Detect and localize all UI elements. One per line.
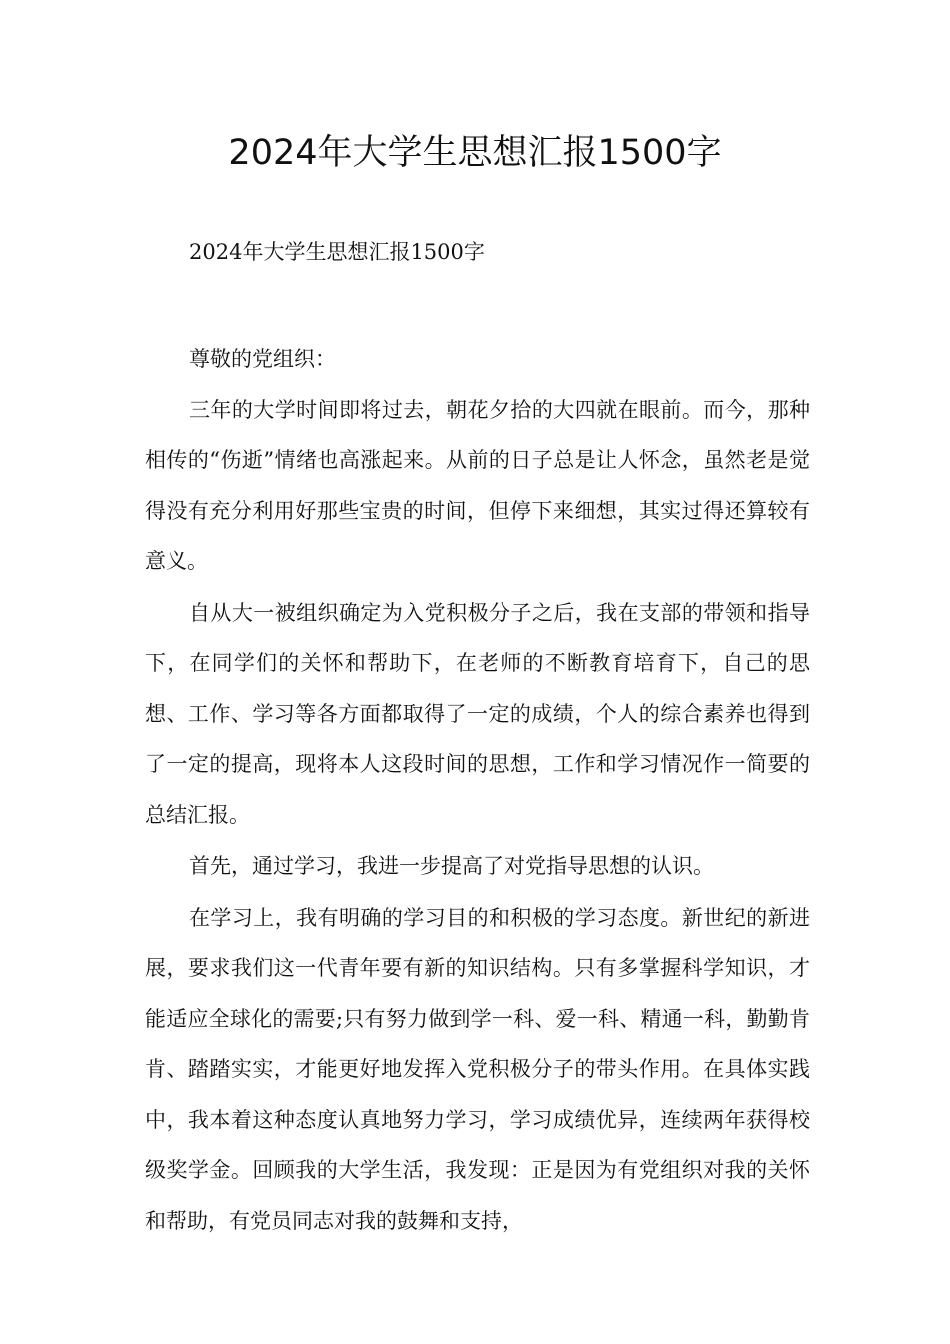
document-title: 2024年大学生思想汇报1500字: [228, 133, 722, 173]
paragraph: 自从大一被组织确定为入党积极分子之后，我在支部的带领和指导下，在同学们的关怀和帮助下，在老师的不断教育培育下，自己的思想、工作、学习等各方面都取得了一定的成绩，个人的综合素养也得到了一定的提高，现将本人这段时间的思想，工作和学习情况作一简要的总结汇报。: [145, 600, 810, 827]
salutation: 尊敬的党组织：: [189, 347, 336, 371]
paragraph: 在学习上，我有明确的学习目的和积极的学习态度。新世纪的新进展，要求我们这一代青年要有新的知识结构。只有多掌握科学知识，才能适应全球化的需要;只有努力做到学一科、爱一科、精通一科，勤勤肯肯、踏踏实实，才能更好地发挥入党积极分子的带头作用。在具体实践中，我本着这种态度认真地努力学习，学习成绩优异，连续两年获得校级奖学金。回顾我的大学生活，我发现：正是因为有党组织对我的关怀和帮助，有党员同志对我的鼓舞和支持，: [145, 905, 810, 1233]
paragraph: 首先，通过学习，我进一步提高了对党指导思想的认识。: [189, 854, 714, 878]
paragraph: 三年的大学时间即将过去，朝花夕拾的大四就在眼前。而今，那种相传的“伤逝”情绪也高涨起来。从前的日子总是让人怀念，虽然老是觉得没有充分利用好那些宝贵的时间，但停下来细想，其实过得还算较有意义。: [145, 397, 810, 573]
document-subtitle: 2024年大学生思想汇报1500字: [189, 240, 485, 264]
document-body: [145, 334, 810, 1247]
